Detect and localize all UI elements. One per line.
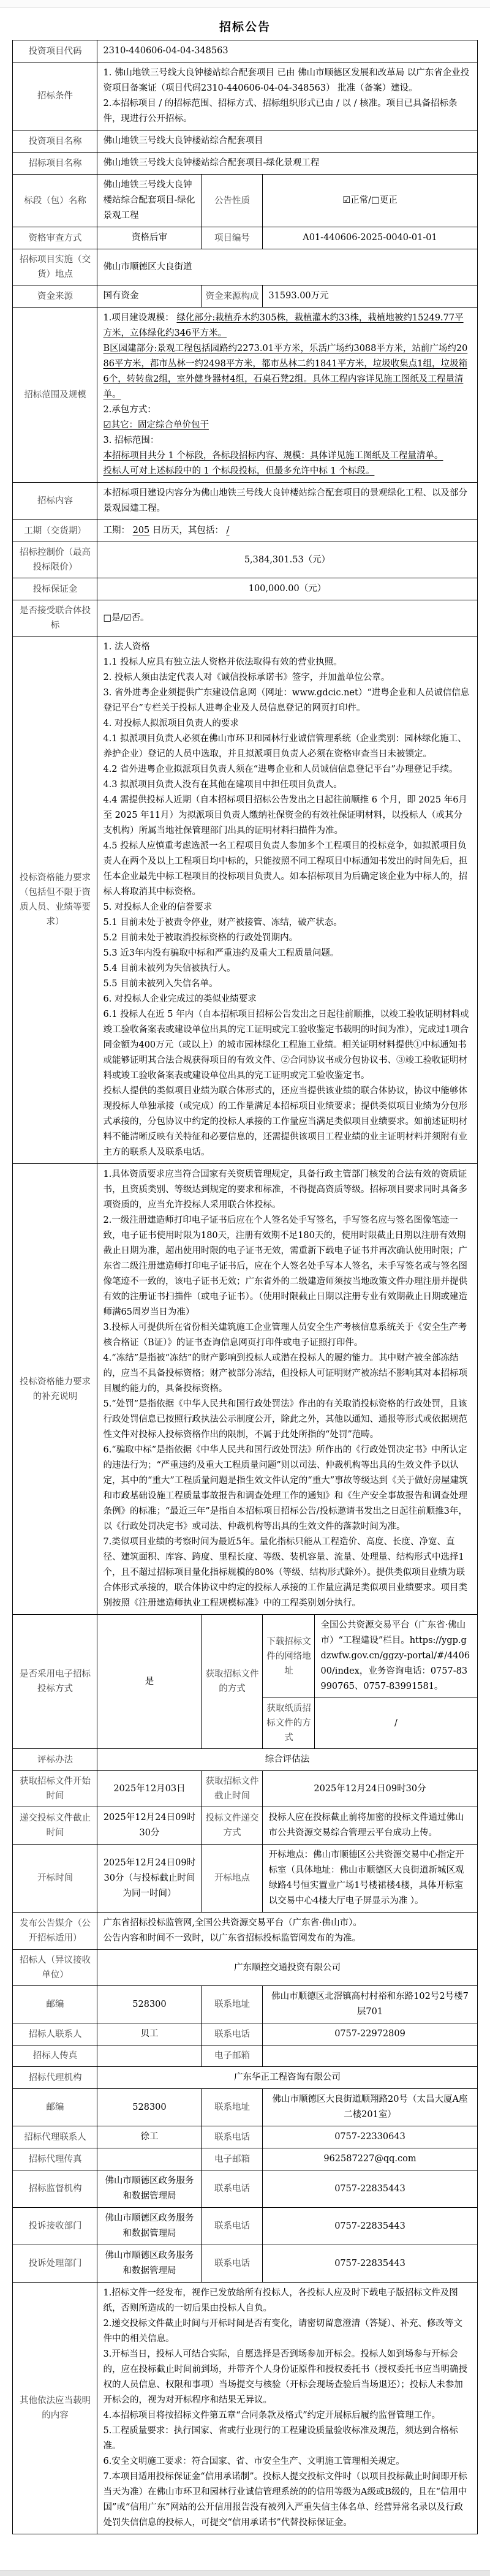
table-row: [13, 2170, 477, 2208]
fund-composition-value: 31593.00万元: [263, 285, 477, 308]
para: 3.投标人可提供所在省份相关建筑施工企业管理人员安全生产考核信息系统关于《安全生产考核合格证（B证）》的证书查询信息网页打印件或电子证照打印件。: [103, 1323, 467, 1348]
table-row: [13, 1749, 477, 1771]
para: 投标人提供的类似项目业绩为联合体形式的，还应当提供该业绩的联合体协议，协议中能够体现投标人单独承接（或完成）的工作量满足本招标项目业绩要求；提供类似项目业绩为分包形式承接的，分包协议中约定的投标人承接的工作量应当满足类似项目业绩要求。如前述证明材料不能清晰反映有关特征和必要信息的，还需提供该项目工程业绩的业主证明材料并须附有业主方的联系人及联系电话。: [103, 1086, 467, 1157]
joint-venture-label: 是否接受联合体投标: [13, 600, 97, 636]
para: 3. 省外进粤企业须提供广东建设信息网（网址：www.gdcic.net）“进粤企业和人员诚信信息登记平台”专栏关于投标人进粤企业及人员信息登记的网页打印件。: [103, 688, 470, 713]
qualification-method-value: 资格后审: [97, 227, 202, 249]
para: 4.本招标项目将按招标文件第五章“合同条款及格式”约定开展标后履约监督管理工作。: [103, 2411, 441, 2420]
tenderer-label: 招标人（异议接收单位）: [13, 1950, 97, 1986]
bid-opening-place-label: 开标地点: [202, 1845, 263, 1913]
table-row: [13, 2045, 477, 2067]
table-row: [13, 62, 477, 130]
qualification-requirements-value: [97, 636, 477, 1164]
para: 5.5 目前未被列入失信名单。: [103, 979, 218, 989]
para: 1.招标文件一经发布，视作已发放给所有投标人，各投标人应及时下载电子版招标文件及图纸，否则所造成的一切后果由投标人自负。: [103, 2288, 458, 2313]
project-number-label: 项目编号: [202, 227, 263, 249]
table-row: [13, 1950, 477, 1986]
complaint-handling-phone-value: 0757-22835443: [263, 2245, 477, 2283]
para: 工期： 205 日历天，其包括： /: [103, 526, 230, 535]
agency-value: 广东华正工程咨询有限公司: [97, 2067, 477, 2089]
bid-submission-deadline-value: 2025年12月24日09时30分: [97, 1807, 202, 1845]
doc-obtain-deadline-value: 2025年12月24日09时30分: [263, 1771, 477, 1807]
para: 2.递交投标文件截止时间与开标时间是否有变化，请密切留意澄清（答疑）、补充、修改等文件中的相关信息。: [103, 2319, 463, 2344]
agency-label: 招标代理机构: [13, 2067, 97, 2089]
para: 7.本项目适用投标保证金“信用承诺制”。投标人提交投标文件时（以项目投标截止时间即开标当天为准）在佛山市环卫和园林行业诚信管理系统的的信用等级为A级或B级的，且在“信用中国”或“信用广东”网站的公开信用报告没有被列入严重失信主体名单、经营异常名录以及行政处罚失信信息的投标人，可提交“信用承诺书”代替投标保证金。: [103, 2472, 467, 2528]
announcement-media-value: [97, 1913, 477, 1950]
table-row: [13, 2283, 477, 2534]
tenderer-fax-label: 招标人传真: [13, 2045, 97, 2067]
tender-content-value: 本招标项目建设内容分为佛山地铁三号线大良钟楼站综合配套项目的景观绿化工程、以及部分景观园建工程。: [97, 483, 477, 520]
para: 5.工程质量要求：执行国家、省或行业现行的工程建设质量验收标准及规范，须达到合格标准。: [103, 2426, 458, 2451]
table-row: [13, 2067, 477, 2089]
table-row: [13, 249, 477, 285]
table-row: [13, 1986, 477, 2023]
bid-opening-time-value: 2025年12月24日09时30分（与投标截止时间为同一时间）: [97, 1845, 202, 1913]
para: 4.2 省外进粤企业拟派项目负责人须在“进粤企业和人员诚信信息登记平台”办理登记手续。: [103, 765, 458, 774]
construction-period-value: [97, 520, 477, 542]
table-row: [13, 130, 477, 153]
table-row: [13, 40, 477, 62]
table-row: [13, 1807, 477, 1845]
agency-phone-label: 联系电话: [202, 2126, 263, 2148]
tender-content-label: 招标内容: [13, 483, 97, 520]
price-ceiling-label: 招标控制价（最高投标限价）: [13, 542, 97, 578]
para: B区园建部分:景观工程包括园路约2273.01平方米，乐活广场约3088平方米，站前广场约2086平方米，都市丛林一约2498平方米，都市丛林二约1841平方米，垃圾收集点1组，垃圾箱 6个，转转盘2组，室外健身器材4组，石桌石凳2组。具体工程内容详见施工图纸及工程量清单。: [103, 344, 468, 399]
agency-fax-label: 招标代理传真: [13, 2148, 97, 2170]
table-row: [13, 1913, 477, 1950]
complaint-handling-phone-label: 联系电话: [202, 2245, 263, 2283]
table-row: [13, 483, 477, 520]
complaint-receiving-phone-label: 联系电话: [202, 2208, 263, 2245]
notice-nature-value: ☑正常/□更正: [263, 175, 477, 227]
para: 6.安全文明施工要求：符合国家、省、市安全生产、文明施工管理相关规定。: [103, 2457, 405, 2466]
tenderer-email-value: [263, 2045, 477, 2067]
para: 3. 招标范围：: [103, 436, 159, 445]
para: 5. 对投标人企业的信誉要求: [103, 902, 213, 912]
tenderer-phone-label: 联系电话: [202, 2023, 263, 2045]
section-name-value: 佛山地铁三号线大良钟楼站综合配套项目-绿化景观工程: [97, 175, 202, 227]
table-row: [13, 2245, 477, 2283]
document-obtain-method-label: 获取招标文件的方式: [202, 1615, 263, 1749]
para: 1. 法人资格: [103, 642, 150, 652]
bid-opening-place-value: 开标地点：佛山市顺德区公共资源交易中心指定开标室（具体地址：佛山市顺德区大良街道新城区观绿路4号恒实置业广场1号楼裙楼4楼，具体开标室以交易中心4楼大厅电子屏显示为准 ）。: [263, 1845, 477, 1913]
supervision-phone-value: 0757-22835443: [263, 2170, 477, 2208]
agency-address-label: 联系地址: [202, 2089, 263, 2126]
para: 2. 投标人须由法定代表人对《诚信投标承诺书》签字，并加盖单位公章。: [103, 673, 390, 682]
price-ceiling-value: 5,384,301.53（元）: [97, 542, 477, 578]
table-row: [13, 2126, 477, 2148]
investment-code-label: 投资项目代码: [13, 40, 97, 62]
para: 3.开标当日，投标人可结合实际，自愿选择是否到场参加开标会。投标人如到场参与开标会的，应在投标截止时间前到场，并带齐个人身份证原件和授权委托书（授权委托书应当明确授权的人员信息、权限和事项）当场提交与核验（开标会现场查验后当场退还）；投标人未参加开标会的，视为对开标程序和结果无异议。: [103, 2349, 467, 2405]
tender-announcement-table: [12, 40, 477, 2534]
page-bottom-strip: [0, 2570, 490, 2576]
table-row: [13, 1771, 477, 1807]
project-number-value: A01-440606-2025-0040-01-01: [263, 227, 477, 249]
agency-fax-value: [97, 2148, 202, 2170]
tender-conditions-value: [97, 62, 477, 130]
complaint-receiving-phone-value: 0757-22835443: [263, 2208, 477, 2245]
table-row: [13, 2023, 477, 2045]
para: 5.1 目前未处于被责令停业，财产被接管、冻结，破产状态。: [103, 918, 342, 927]
supervision-agency-value: 佛山市顺德区政务服务和数据管理局: [97, 2170, 202, 2208]
tenderer-value: 广东顺控交通投资有限公司: [97, 1950, 477, 1986]
electronic-tender-label: 是否采用电子招标投标方式: [13, 1615, 97, 1749]
para: 6.1 投标人在近 5 年内（自本招标项目招标公告发出之日起往前顺推，以竣工验收证明材料或竣工验收备案表或建设单位出具的完工证明或完工验收鉴定书载明的时间为准），完成过1项合同金额为400万元（或以上）的城市园林绿化工程施工业绩。相关证明材料提供①中标通知书或能够证明其合法合规获得项目的有效文件、②合同协议书或分包协议书、③竣工验收证明材料或竣工验收备案表或建设单位出具的完工证明或完工验收鉴定书。: [103, 1010, 469, 1081]
table-row: [13, 2148, 477, 2170]
table-row: [13, 578, 477, 600]
evaluation-method-label: 评标办法: [13, 1749, 97, 1771]
agency-zip-value: 528300: [97, 2089, 202, 2126]
bid-deposit-label: 投标保证金: [13, 578, 97, 600]
para: 2.本招标项目 / 的招标范围、招标方式、招标组织形式已由 / 以 / 核准。项目已具备招标条件，现进行公开招标。: [103, 99, 458, 124]
evaluation-method-value: 综合评估法: [97, 1749, 477, 1771]
para: 4.3 拟派项目负责人没有在其他在建项目中担任项目负责人。: [103, 780, 342, 790]
table-row: [13, 227, 477, 249]
para: 4.4 需提供投标人近期（自本招标项目招标公告发出之日起往前顺推 6 个月，即 2025 年6月至 2025 年11月）为拟派项目负责人缴纳社保资金的有效社保证明材料，以投标人（或其分支机构）所属当地社保管理部门出具的证明材料扫描件为准。: [103, 795, 467, 836]
paper-document-label: 获取纸质招标文件的方式: [263, 1698, 315, 1749]
announcement-media-label: 发布公告媒介（公开招标适用）: [13, 1913, 97, 1950]
para: 4.5 投标人应慎重考虑选派一名工程项目负责人参加多个工程项目的投标竞争，如拟派项目负责人在两个及以上工程项目均中标的，只能按照不同工程项目中标通知书发出的时间先后，担任本企业最先中标工程项目的投标项目负责人。如本招标项目为后确定该企业为中标人的，招标人将取消其中标资格。: [103, 841, 467, 897]
page-top-strip: [0, 0, 490, 8]
para: 1.具体资质要求应当符合国家有关资质管理规定，具备行政主管部门核发的合法有效的资质证书，且资质类别、等级达到规定的要求和标准，不得提高资质等级。招标项目要求同时具备多项资质的，应当允许投标人采用联合体投标。: [103, 1169, 467, 1210]
table-row: [13, 542, 477, 578]
tenderer-contact-value: 贝工: [97, 2023, 202, 2045]
table-row: [13, 308, 477, 483]
complaint-receiving-label: 投诉接收部门: [13, 2208, 97, 2245]
investment-name-value: 佛山地铁三号线大良钟楼站综合配套项目: [97, 130, 477, 153]
scope-scale-value: [97, 308, 477, 483]
table-row: [13, 636, 477, 1164]
download-address-label: 下载招标文件的网络地址: [263, 1615, 315, 1698]
agency-address-value: 佛山市顺德区大良街道顺翔路20号（太昌大厦A座二楼201室）: [263, 2089, 477, 2126]
para: 5.3 近3年内没有骗取中标和严重违约及重大工程质量问题。: [103, 948, 339, 958]
download-address-value: 全国公共资源交易平台（广东省·佛山市）“工程建设”栏目。https://ygp.gdzwfw.gov.cn/ggzy-portal/#/440600/index，业务咨询电话：0757-83990765、0757-83991581。: [315, 1615, 477, 1698]
fund-source-label: 资金来源: [13, 285, 97, 308]
page-title: 招标公告: [219, 21, 271, 34]
doc-obtain-start-label: 获取招标文件开始时间: [13, 1771, 97, 1807]
tenderer-zip-value: 528300: [97, 1986, 202, 2023]
other-content-label: 其他依法应当载明的内容: [13, 2283, 97, 2534]
agency-contact-label: 招标代理联系人: [13, 2126, 97, 2148]
tenderer-contact-label: 招标人联系人: [13, 2023, 97, 2045]
implementation-location-label: 招标项目实施（交货）地点: [13, 249, 97, 285]
scope-scale-label: 招标范围及规模: [13, 308, 97, 483]
agency-zip-label: 邮编: [13, 2089, 97, 2126]
fund-source-value: 国有资金: [97, 285, 202, 308]
bid-submission-deadline-label: 递交投标文件截止时间: [13, 1807, 97, 1845]
para: 7.类似项目业绩的考察时间为最近5年。量化指标只能从工程造价、高度、长度、净宽、直径、建筑面积、库容、跨度、里程长度、等级、装机容量、流量、处理量、结构形式中选择1个，且不超过招标项目量化指标规模的80%（等级、结构形式除外）。提供类似项目业绩为联合体形式承接的，联合体协议中约定的投标人承接的工作量应满足类似项目业绩要求。项目类别按照《注册建造师执业工程规模标准》中的工程类别划分执行。: [103, 1537, 467, 1608]
supplementary-notes-label: 投标资格能力要求的补充说明: [13, 1164, 97, 1615]
para: 2.承包方式：: [103, 405, 156, 415]
bid-deposit-value: 100,000.00（元）: [97, 578, 477, 600]
tender-conditions-label: 招标条件: [13, 62, 97, 130]
tenderer-fax-value: [97, 2045, 202, 2067]
para: ☑其它：固定综合单价包干: [103, 420, 209, 430]
investment-name-label: 投资项目名称: [13, 130, 97, 153]
tenderer-phone-value: 0757-22972809: [263, 2023, 477, 2045]
para: 5.2 目前未处于被取消投标资格的行政处罚期内。: [103, 933, 298, 943]
para: 本招标项目共分 1 个标段，各标段招标内容、规模：具体详见施工图纸及工程量清单。: [103, 451, 443, 461]
para: 4.1 拟派项目负责人必须在佛山市环卫和园林行业诚信管理系统（企业类别：园林绿化施工、养护企业）登记的人员中选取，并且拟派项目负责人必须在资格审查当日未被锁定。: [103, 734, 467, 759]
construction-period-label: 工期（交货期）: [13, 520, 97, 542]
para: 1.1 投标人应具有独立法人资格并依法取得有效的营业执照。: [103, 657, 342, 667]
para: 4. 对投标人拟派项目负责人的要求: [103, 719, 239, 728]
para: 5.4 目前未被列为失信被执行人。: [103, 964, 236, 973]
supplementary-notes-value: [97, 1164, 477, 1615]
bid-submission-method-label: 投标文件递交方式: [202, 1807, 263, 1845]
tenderer-zip-label: 邮编: [13, 1986, 97, 2023]
para: 6. 对投标人企业完成过的类似业绩要求: [103, 994, 257, 1004]
table-row: [13, 1615, 477, 1698]
implementation-location-value: 佛山市顺德区大良街道: [97, 249, 477, 285]
bid-submission-method-value: 投标人应在投标截止前将加密的投标文件通过佛山市公共资源交易综合管理云平台成功上传。: [263, 1807, 477, 1845]
para: 4.“冻结”是指被“冻结”的财产影响到投标人或潜在投标人的履约能力。其中财产被全部冻结的，应当不具备投标资格；财产被部分冻结，但投标人可证明财产被冻结不影响其对本招标项目履约能力的，具备投标资格。: [103, 1353, 467, 1394]
electronic-tender-value: 是: [97, 1615, 202, 1749]
para: 投标人可对上述标段中的 1 个标段投标，但最多允许中标 1 个标段。: [103, 466, 375, 476]
agency-contact-value: 徐工: [97, 2126, 202, 2148]
complaint-receiving-value: 佛山市顺德区政务服务和数据管理局: [97, 2208, 202, 2245]
bid-opening-time-label: 开标时间: [13, 1845, 97, 1913]
agency-phone-value: 0757-22330643: [263, 2126, 477, 2148]
agency-email-label: 电子邮箱: [202, 2148, 263, 2170]
table-row: [13, 520, 477, 542]
section-name-label: 标段（包）名称: [13, 175, 97, 227]
tender-name-value: 佛山地铁三号线大良钟楼站综合配套项目-绿化景观工程: [97, 153, 477, 175]
supervision-phone-label: 联系电话: [202, 2170, 263, 2208]
complaint-handling-label: 投诉处理部门: [13, 2245, 97, 2283]
table-row: [13, 2089, 477, 2126]
notice-nature-label: 公告性质: [202, 175, 263, 227]
other-content-value: [97, 2283, 477, 2534]
joint-venture-value: □是/☑否。: [97, 600, 477, 636]
tenderer-address-label: 联系地址: [202, 1986, 263, 2023]
table-row: [13, 600, 477, 636]
para: 5.“处罚”是指依据《中华人民共和国行政处罚法》作出的有关取消投标资格的行政处罚，且该行政处罚信息已按照行政执法公示制度公开，除此之外，其他以通知、通报等形式或依据规范性文件对投标人投标资格作出的限制，不属于此处所指的“处罚”范畴。: [103, 1399, 467, 1440]
para: 1.项目建设规模： 绿化部分:栽植乔木约305株，栽植灌木约33株，栽植地被约15249.77平方米，立体绿化约346平方米。: [103, 313, 464, 338]
doc-obtain-start-value: 2025年12月03日: [97, 1771, 202, 1807]
para: 6.“骗取中标”是指依据《中华人民共和国行政处罚法》所作出的《行政处罚决定书》中所认定的违法行为；“严重违约及重大工程质量问题”则以司法、仲裁机构等出具的生效文件予以认定，其中的“重大”工程质量问题是指生效文件认定的“重大”事故等级达到《关于做好房屋建筑和市政基础设施工程质量事故报告和调查处理工作的通知》和《生产安全事故报告和调查处理条例》的标准；“最近三年”是指自本招标项目招标公告/投标邀请书发出之日起往前顺推3年，以《行政处罚决定书》或司法、仲裁机构等出具的生效文件的落款时间为准。: [103, 1445, 468, 1532]
table-row: [13, 2208, 477, 2245]
tenderer-address-value: 佛山市顺德区北滘镇高村村裕和东路102号2号楼7层701: [263, 1986, 477, 2023]
para: 公告内容和时间不一致时，以广东省招标投标监管网发布的为准。: [103, 1933, 361, 1943]
table-row: [13, 1164, 477, 1615]
doc-obtain-deadline-label: 获取招标文件截止时间: [202, 1771, 263, 1807]
tender-announcement-document: [0, 18, 490, 2534]
agency-email-value: 962587227@qq.com: [263, 2148, 477, 2170]
table-row: [13, 175, 477, 227]
qualification-requirements-label: 投标资格能力要求（包括但不限于资质人员、业绩等要求）: [13, 636, 97, 1164]
para: 2.一级注册建造师打印电子证书后应在个人签名处手写签名，手写签名应与签名图像笔迹一致，电子证书使用时限为180天，注册有效期不足180天的，使用时限截止日期以注册有效期截止日期为准，超出使用时限的电子证书无效，需重新下载电子证书并再次确认使用时限；广东省二级注册建造师打印电子证书后，应在个人签名处手写本人签名，未手写签名或与签名图像笔迹不一致的，该电子证书无效；广东省外的二级建造师须按当地政策文件办理注册并提供有效的注册证书扫描件（或电子证书）。（使用时限截止日期以注册专业有效期截止日期或建造师满65周岁当日为准）: [103, 1215, 467, 1317]
table-row: [13, 153, 477, 175]
tenderer-email-label: 电子邮箱: [202, 2045, 263, 2067]
table-row: [13, 1845, 477, 1913]
paper-document-value: /: [315, 1698, 477, 1749]
supervision-agency-label: 招标监督机构: [13, 2170, 97, 2208]
table-row: [13, 285, 477, 308]
investment-code-value: 2310-440606-04-04-348563: [97, 40, 477, 62]
tender-name-label: 招标项目名称: [13, 153, 97, 175]
para: 1. 佛山地铁三号线大良钟楼站综合配套项目 已由 佛山市顺德区发展和改革局 以广东省企业投资项目备案证（项目代码2310-440606-04-04-348563） 批准（备案）建设。: [103, 68, 470, 93]
para: 广东省招标投标监管网,全国公共资源交易平台（广东省·佛山市）。: [103, 1918, 362, 1928]
fund-composition-label: 资金来源构成: [202, 285, 263, 308]
complaint-handling-value: 佛山市顺德区政务服务和数据管理局: [97, 2245, 202, 2283]
qualification-method-label: 资格审查方式: [13, 227, 97, 249]
